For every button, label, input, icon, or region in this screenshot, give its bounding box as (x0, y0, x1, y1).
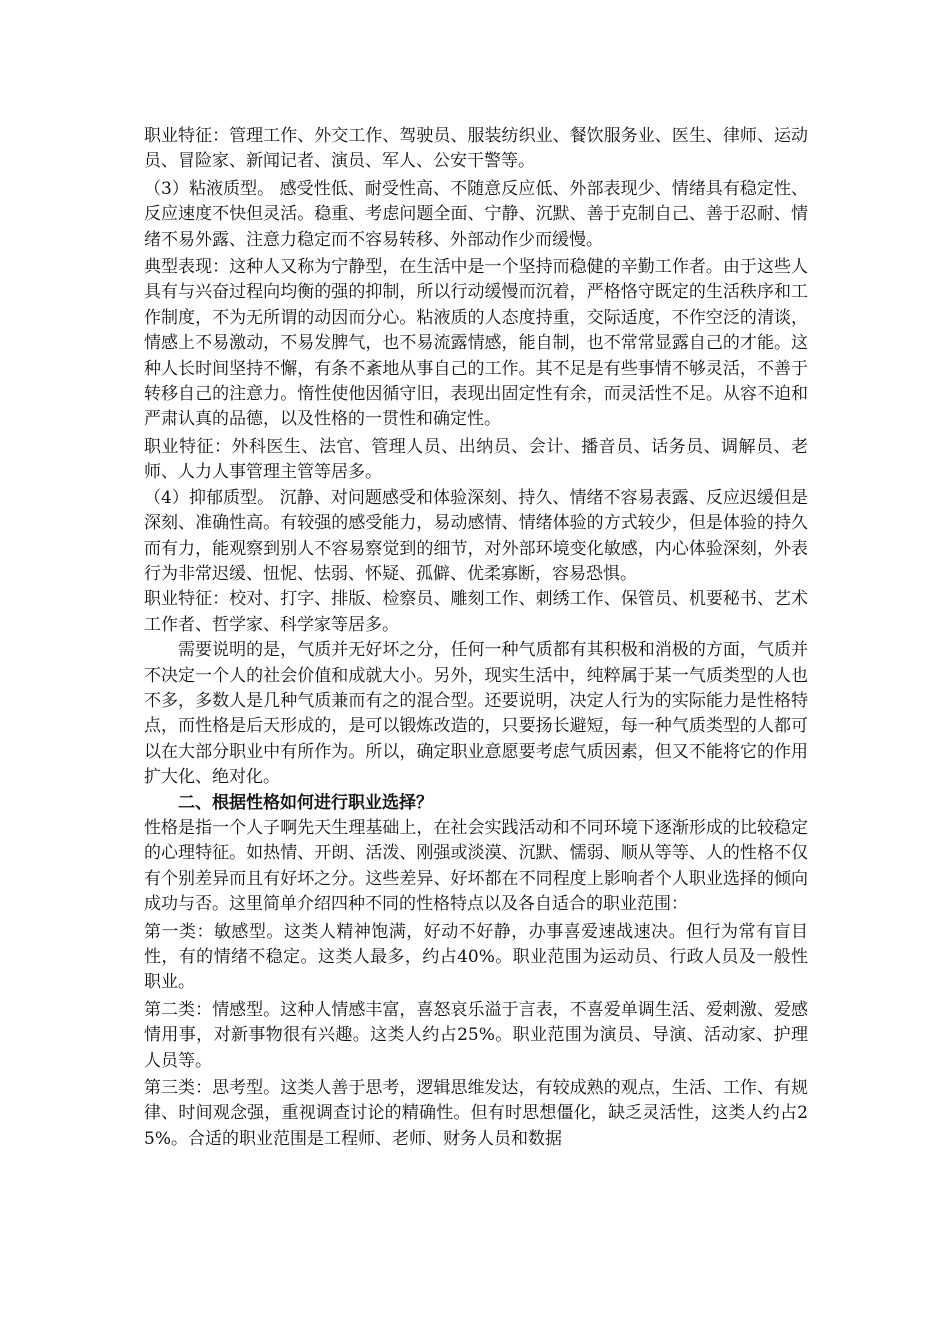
paragraph-career-traits-melancholic: 职业特征：校对、打字、排版、检察员、雕刻工作、刺绣工作、保管员、机要秘书、艺术工作者、哲学家、科学家等居多。 (144, 589, 808, 635)
paragraph-melancholic-type: （4）抑郁质型。 沉静、对问题感受和体验深刻、持久、情绪不容易表露、反应迟缓但是深刻、准确性高。有较强的感受能力，易动感情、情绪体验的方式较少，但是体验的持久而有力，能观察到别人不容易察觉到的细节，对外部环境变化敏感，内心体验深刻，外表行为非常迟缓、忸怩、怯弱、怀疑、孤僻、优柔寡断，容易恐惧。 (144, 487, 808, 584)
paragraph-temperament-note: 需要说明的是，气质并无好坏之分，任何一种气质都有其积极和消极的方面，气质并不决定一个人的社会价值和成就大小。另外，现实生活中，纯粹属于某一气质类型的人也不多，多数人是几种气质兼而有之的混合型。还要说明，决定人行为的实际能力是性格特点，而性格是后天形成的，是可以锻炼改造的，只要扬长避短，每一种气质类型的人都可以在大部分职业中有所作为。所以，确定职业意愿要考虑气质因素，但又不能将它的作用扩大化、绝对化。 (144, 640, 808, 788)
paragraph-type-thinking: 第三类：思考型。这类人善于思考，逻辑思维发达，有较成熟的观点，生活、工作、有规律、时间观念强，重视调查讨论的精确性。但有时思想僵化，缺乏灵活性，这类人约占25%。合适的职业范围是工程师、老师、财务人员和数据 (144, 1078, 808, 1149)
paragraph-phlegmatic-type: （3）粘液质型。 感受性低、耐受性高、不随意反应低、外部表现少、情绪具有稳定性、反应速度不快但灵活。稳重、考虑问题全面、宁静、沉默、善于克制自己、善于忍耐、情绪不易外露、注意力稳定而不容易转移、外部动作少而缓慢。 (144, 178, 808, 250)
document-page (144, 124, 808, 1152)
paragraph-career-traits-phlegmatic: 职业特征：外科医生、法官、管理人员、出纳员、会计、播音员、话务员、调解员、老师、人力人事管理主管等居多。 (144, 436, 808, 483)
paragraph-type-emotional: 第二类：情感型。这种人情感丰富，喜怒哀乐溢于言表，不喜爱单调生活、爱刺激、爱感情用事，对新事物很有兴趣。这类人约占25%。职业范围为演员、导演、活动家、护理人员等。 (144, 999, 808, 1071)
section-heading: 二、根据性格如何进行职业选择？ (178, 792, 433, 813)
paragraph-career-traits-sanguine: 职业特征：管理工作、外交工作、驾驶员、服装纺织业、餐饮服务业、医生、律师、运动员、冒险家、新闻记者、演员、军人、公安干警等。 (144, 126, 808, 172)
paragraph-type-sensitive: 第一类：敏感型。这类人精神饱满，好动不好静，办事喜爱速战速决。但行为常有盲目性，有的情绪不稳定。这类人最多，约占40%。职业范围为运动员、行政人员及一般性职业。 (144, 921, 808, 993)
paragraph-phlegmatic-typical: 典型表现：这种人又称为宁静型，在生活中是一个坚持而稳健的辛勤工作者。由于这些人具有与兴奋过程向均衡的强的抑制，所以行动缓慢而沉着，严格恪守既定的生活秩序和工作制度，不为无所谓的动因而分心。粘液质的人态度持重，交际适度，不作空泛的清谈，情感上不易激动，不易发脾气，也不易流露情感，能自制，也不常常显露自己的才能。这种人长时间坚持不懈，有条不紊地从事自己的工作。其不足是有些事情不够灵活，不善于转移自己的注意力。惰性使他因循守旧，表现出固定性有余，而灵活性不足。从容不迫和严肃认真的品德，以及性格的一贯性和确定性。 (144, 257, 808, 430)
paragraph-personality-intro: 性格是指一个人子啊先天生理基础上，在社会实践活动和不同环境下逐渐形成的比较稳定的心理特征。如热情、开朗、活泼、刚强或淡漠、沉默、懦弱、顺从等等、人的性格不仅有个别差异而且有好坏之分。这些差异、好坏都在不同程度上影响者个人职业选择的倾向成功与否。这里简单介绍四种不同的性格特点以及各自适合的职业范围： (144, 817, 808, 915)
